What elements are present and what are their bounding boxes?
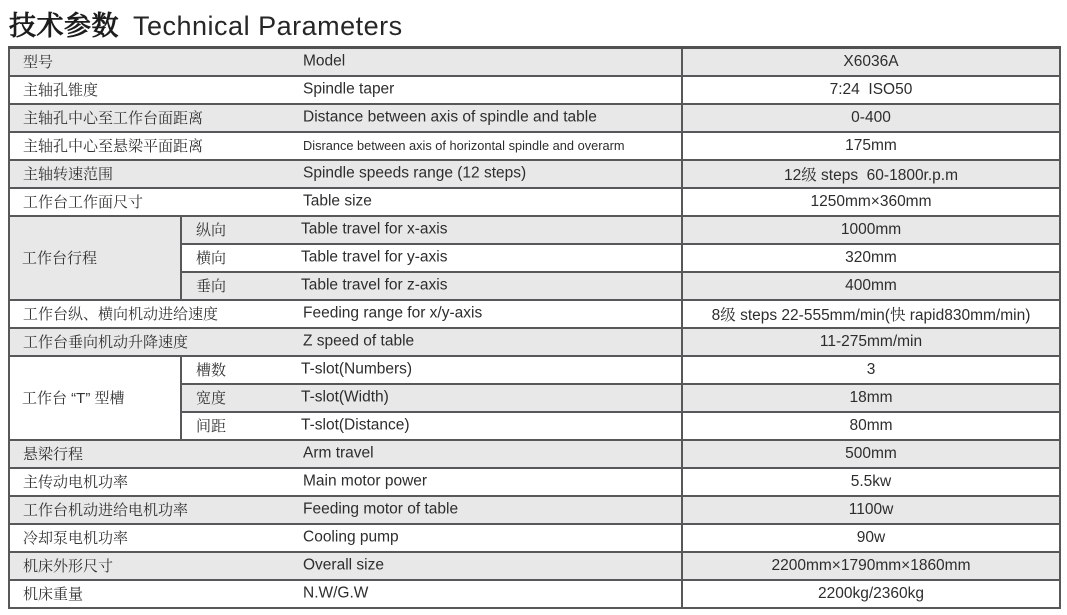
param-label-cell	[9, 580, 682, 608]
param-value-cell: 1000mm	[682, 216, 1060, 244]
param-group-cell-t-slot: 工作台 “T” 型槽	[9, 356, 181, 440]
param-label-en: Overall size	[303, 556, 384, 574]
param-sub-zh: 垂向	[196, 278, 227, 295]
param-label-en: Feeding range for x/y-axis	[303, 304, 483, 322]
param-label-cell	[9, 188, 682, 216]
table-row-spindle-overarm-distance	[9, 132, 1060, 160]
param-label-cell	[9, 440, 682, 468]
param-value-cell: 11-275mm/min	[682, 328, 1060, 356]
param-value-cell: 90w	[682, 524, 1060, 552]
param-label-en: Spindle speeds range (12 steps)	[303, 164, 527, 182]
param-value-cell: 500mm	[682, 440, 1060, 468]
param-value-cell: 1250mm×360mm	[682, 188, 1060, 216]
param-value-cell: 320mm	[682, 244, 1060, 272]
param-label-cell	[9, 48, 682, 76]
param-label-zh: 主轴孔中心至工作台面距离	[23, 110, 204, 127]
param-value-cell: 7:24 ISO50	[682, 76, 1060, 104]
param-value-cell: 80mm	[682, 412, 1060, 440]
param-label-cell	[9, 328, 682, 356]
param-sub-zh: 间距	[196, 418, 227, 435]
table-row-spindle-table-distance	[9, 104, 1060, 132]
param-label-en: Distance between axis of spindle and table	[303, 108, 597, 126]
param-label-en: Table size	[303, 192, 372, 210]
table-row-arm-travel	[9, 440, 1060, 468]
page-title	[9, 4, 403, 43]
param-label-zh: 悬梁行程	[23, 446, 84, 463]
table-row-tslot-numbers	[9, 356, 1060, 384]
param-label-cell	[9, 496, 682, 524]
param-label-en: T-slot(Distance)	[301, 416, 410, 434]
param-label-zh: 机床外形尺寸	[23, 558, 114, 575]
param-label-zh: 主传动电机功率	[23, 474, 129, 491]
param-label-zh: 工作台机动进给电机功率	[23, 502, 189, 519]
param-label-en: Main motor power	[303, 472, 428, 490]
param-label-zh: 冷却泵电机功率	[23, 530, 129, 547]
param-label-cell	[9, 160, 682, 188]
table-row-z-speed	[9, 328, 1060, 356]
technical-parameters-table	[8, 46, 1061, 609]
param-sub-cell	[181, 412, 682, 440]
param-label-cell	[9, 468, 682, 496]
param-label-zh: 工作台工作面尺寸	[23, 194, 144, 211]
param-value-cell: 0-400	[682, 104, 1060, 132]
table-row-table-size	[9, 188, 1060, 216]
page-title-chinese: 技术参数	[9, 11, 119, 41]
param-label-en: Arm travel	[303, 444, 374, 462]
table-row-feeding-range	[9, 300, 1060, 328]
param-sub-zh: 槽数	[196, 362, 227, 379]
table-row-travel-x	[9, 216, 1060, 244]
table-row-spindle-taper	[9, 76, 1060, 104]
param-label-en: N.W/G.W	[303, 584, 369, 602]
param-label-en: Model	[303, 52, 346, 70]
table-row-main-motor	[9, 468, 1060, 496]
param-label-zh: 型号	[23, 54, 54, 72]
param-sub-cell	[181, 384, 682, 412]
param-label-zh: 主轴转速范围	[23, 166, 114, 183]
param-value-cell: X6036A	[682, 48, 1060, 76]
table-row-weight	[9, 580, 1060, 608]
param-value-cell: 2200kg/2360kg	[682, 580, 1060, 608]
param-label-cell	[9, 104, 682, 132]
param-sub-cell	[181, 272, 682, 300]
param-sub-cell	[181, 244, 682, 272]
param-label-zh: 主轴孔锥度	[23, 82, 99, 99]
param-value-cell: 2200mm×1790mm×1860mm	[682, 552, 1060, 580]
param-label-en: Disrance between axis of horizontal spindle and overarm	[303, 138, 625, 153]
param-label-en: Z speed of table	[303, 332, 415, 350]
table-row-overall-size	[9, 552, 1060, 580]
param-label-en: T-slot(Width)	[301, 388, 389, 406]
param-sub-zh: 横向	[196, 250, 227, 267]
table-row-cooling-pump	[9, 524, 1060, 552]
param-label-en: Spindle taper	[303, 80, 395, 98]
table-row-model	[9, 48, 1060, 76]
param-label-en: T-slot(Numbers)	[301, 360, 413, 378]
param-value-cell: 12级 steps 60-1800r.p.m	[682, 160, 1060, 188]
param-label-cell	[9, 552, 682, 580]
param-label-en: Table travel for y-axis	[301, 248, 448, 266]
param-label-en: Table travel for x-axis	[301, 220, 448, 238]
param-label-zh: 主轴孔中心至悬梁平面距离	[23, 138, 204, 155]
param-sub-zh: 纵向	[196, 222, 227, 239]
param-label-cell	[9, 76, 682, 104]
param-label-en: Feeding motor of table	[303, 500, 459, 518]
param-label-zh: 机床重量	[23, 586, 84, 603]
table-row-spindle-speeds	[9, 160, 1060, 188]
page-title-english: Technical Parameters	[133, 11, 403, 41]
param-label-en: Table travel for z-axis	[301, 276, 448, 294]
param-label-cell	[9, 132, 682, 160]
param-value-cell: 8级 steps 22-555mm/min(快 rapid830mm/min)	[682, 300, 1060, 328]
param-group-cell-table-travel: 工作台行程	[9, 216, 181, 300]
param-label-en: Cooling pump	[303, 528, 399, 546]
param-value-cell: 5.5kw	[682, 468, 1060, 496]
param-value-cell: 400mm	[682, 272, 1060, 300]
table-row-feeding-motor	[9, 496, 1060, 524]
param-sub-cell	[181, 356, 682, 384]
param-label-cell	[9, 300, 682, 328]
param-label-cell	[9, 524, 682, 552]
param-value-cell: 175mm	[682, 132, 1060, 160]
param-sub-zh: 宽度	[196, 390, 227, 407]
param-sub-cell	[181, 216, 682, 244]
param-value-cell: 3	[682, 356, 1060, 384]
param-value-cell: 1100w	[682, 496, 1060, 524]
param-label-zh: 工作台纵、横向机动进给速度	[23, 306, 219, 323]
param-value-cell: 18mm	[682, 384, 1060, 412]
param-label-zh: 工作台垂向机动升降速度	[23, 334, 189, 351]
